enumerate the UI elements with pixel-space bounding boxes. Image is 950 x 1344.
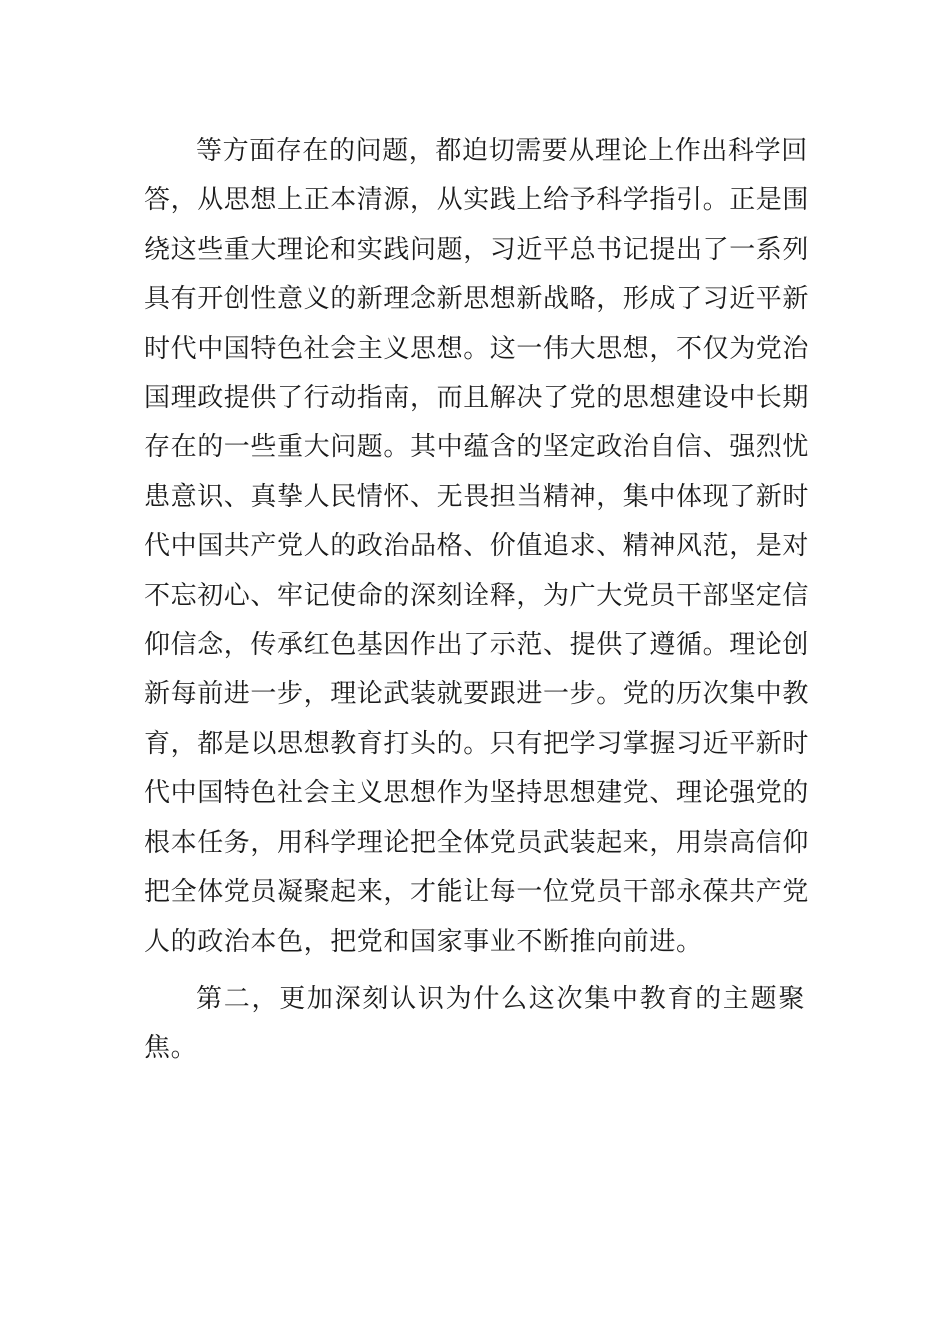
section-heading-line: 第二，更加深刻认识为什么这次集中教育的主题聚 <box>196 984 805 1014</box>
text-line: 不忘初心、牢记使命的深刻诠释，为广大党员干部坚定信 <box>144 580 810 611</box>
paragraph-second-point <box>144 975 805 1074</box>
text-line: 国理政提供了行动指南，而且解决了党的思想建设中长期 <box>144 383 810 414</box>
text-line: 具有开创性意义的新理念新思想新战略，形成了习近平新 <box>144 284 810 315</box>
text-line: 时代中国特色社会主义思想。这一伟大思想，不仅为党治 <box>144 333 810 364</box>
text-line: 存在的一些重大问题。其中蕴含的坚定政治自信、强烈忧 <box>144 432 810 463</box>
text-line: 等方面存在的问题，都迫切需要从理论上作出科学回 <box>196 136 808 166</box>
paragraph-theory-armament <box>144 127 810 967</box>
text-line: 把全体党员凝聚起来，才能让每一位党员干部永葆共产党 <box>144 877 810 908</box>
text-line: 患意识、真挚人民情怀、无畏担当精神，集中体现了新时 <box>144 481 810 512</box>
text-line: 代中国共产党人的政治品格、价值追求、精神风范，是对 <box>144 531 810 562</box>
text-line: 代中国特色社会主义思想作为坚持思想建党、理论强党的 <box>144 778 810 809</box>
text-line: 绕这些重大理论和实践问题，习近平总书记提出了一系列 <box>144 234 810 265</box>
text-line: 人的政治本色，把党和国家事业不断推向前进。 <box>144 926 703 957</box>
text-line: 新每前进一步，理论武装就要跟进一步。党的历次集中教 <box>144 679 810 710</box>
text-line: 焦。 <box>144 1033 198 1064</box>
text-line: 根本任务，用科学理论把全体党员武装起来，用崇高信仰 <box>144 827 810 858</box>
text-line: 育，都是以思想教育打头的。只有把学习掌握习近平新时 <box>144 728 810 759</box>
text-line: 答，从思想上正本清源，从实践上给予科学指引。正是围 <box>144 185 810 216</box>
text-line: 仰信念，传承红色基因作出了示范、提供了遵循。理论创 <box>144 630 810 661</box>
